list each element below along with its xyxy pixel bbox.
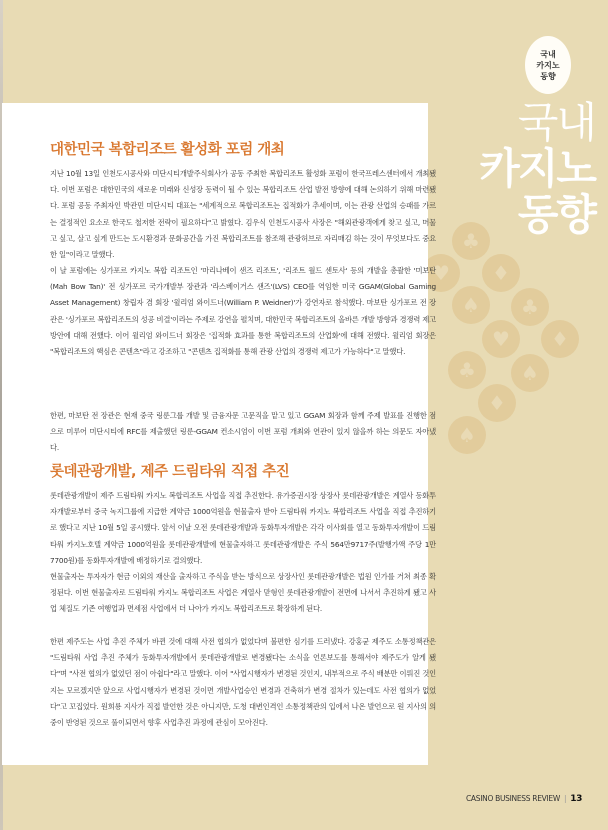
side-title-line3: 동향 <box>517 190 595 239</box>
side-title-line1: 국내 <box>517 98 595 147</box>
spade-chip-icon: ♠ <box>452 286 490 324</box>
diamond-chip-icon: ♦ <box>478 384 516 422</box>
diamond-chip-icon: ♦ <box>482 254 520 292</box>
badge-line: 국내 <box>540 49 556 59</box>
section-badge <box>525 36 571 94</box>
article-paragraph: 지난 10월 13일 인천도시공사와 미단시티개발주식회사가 공동 주최한 복합리조트 활성화 포럼이 한국프레스센터에서 개최됐다. 이번 포럼은 대한민국의 새로운 미래와 신성장 동력이 될 수 있는 복합리조트 산업 발전 방향에 대해 논의하기 위해 마련됐다. 포럼 공동 주최자인 박관민 미단시티 대표는 "세계적으로 복합리조트는 집적화가 추세이며, 이는 관광 산업의 승패를 가르는 결정적인 요소로 한국도 철저한 전략이 필요하다"고 밝혔다. 김우식 인천도시공사 사장은 "해외관광객에게 찾고 싶고, 머물고 싶고, 살고 싶게 만드는 도시환경과 문화공간을 가진 복합리조트를 참조해 관광허브로 자리매김 하는 것이 무엇보다도 중요한 일"이라고 말했다. <box>50 169 436 260</box>
footer-separator: | <box>563 794 567 803</box>
club-chip-icon: ♣ <box>511 288 549 326</box>
spade-chip-icon: ♠ <box>511 354 549 392</box>
spade-chip-icon: ♠ <box>448 416 486 454</box>
heart-chip-icon: ♥ <box>422 254 460 292</box>
club-chip-icon: ♣ <box>448 351 486 389</box>
article-paragraph: 이 날 포럼에는 싱가포르 카지노 복합 리조트인 '마리나베이 샌즈 리조트', '리조트 월드 센토사' 등의 개발을 총괄한 '미보탄(Mah Bow Tan)' 전 싱가포르 국가개발부 장관과 '라스베이거스 샌즈'(LVS) CEO를 역임한 미국 GGAM(Global Gaming Asset Management) 창립자 겸 회장 '윌리엄 와이드너(William P. Weidner)'가 강연자로 참석했다. 마보탄 싱가포르 전 장관은 '싱가포르 복합리조트의 성공 비결'이라는 주제로 강연을 펼치며, 대한민국 복합리조트의 올바른 개발 방향과 경쟁력 제고 방안에 대해 전했다. 이어 윌리엄 와이드너 회장은 '집적화 효과를 통한 복합리조트의 산업화'에 대해 전했다. 윌리엄 회장은 "복합리조트의 핵심은 콘텐츠"라고 강조하고 "콘텐츠 집적화를 통해 관광 산업의 경쟁력 제고가 가능하다"고 말했다. <box>50 266 436 357</box>
diamond-chip-icon: ♦ <box>541 320 579 358</box>
badge-line: 동향 <box>540 71 556 81</box>
article-title-forum: 대한민국 복합리조트 활성화 포럼 개최 <box>50 142 285 158</box>
article-paragraph: 현물출자는 투자자가 현금 이외의 재산을 출자하고 주식을 받는 방식으로 상장사인 롯데관광개발은 법원 인가를 거쳐 최종 확정된다. 이번 현물출자로 드림타워 카지노 복합리조트 사업은 계열사 맏형인 롯데관광개발이 전면에 나서서 추진하게 됐고 사업 체질도 기존 여행업과 면세점 사업에서 더 나아가 카지노 복합리조트로 확장하게 된다. <box>50 572 436 614</box>
article-title-dreamtower: 롯데관광개발, 제주 드림타워 직접 추진 <box>50 464 290 480</box>
article-paragraph: 롯데관광개발이 제주 드림타워 카지노 복합리조트 사업을 직접 추진한다. 유가증권시장 상장사 롯데관광개발은 계열사 동화투자개발로부터 중국 녹지그룹에 지급한 계약금 1000억원을 현물출자 받아 드림타워 카지노 복합리조트 사업을 직접 추진하기로 했다고 지난 10월 5일 공시했다. 앞서 이날 오전 롯데관광개발과 동화투자개발은 각각 이사회를 열고 동화투자개발이 드림타워 카지노호텔 계약금 1000억원을 롯데관광개발에 현물출자하고 롯데관광개발은 주식 564만9717주(발행가액 주당 1만7700원)를 동화투자개발에 배정하기로 결의했다. <box>50 491 436 565</box>
section-side-title <box>455 100 595 238</box>
article-paragraph: 한편 제주도는 사업 추진 주체가 바뀐 것에 대해 사전 협의가 없었다며 불편한 심기를 드러냈다. 강홍균 제주도 소통정책관은 "드림타워 사업 추진 주체가 동화투자개발에서 롯데관광개발로 변경됐다는 소식을 언론보도를 통해서야 제주도가 알게 됐다"며 "사전 협의가 없었던 점이 아쉽다"라고 말했다. 이어 "사업시행자가 변경된 것인지, 내부적으로 주식 배분만 이뤄진 것인지는 모르겠지만 앞으로 사업시행자가 변경된 것이면 개발사업승인 변경과 건축허가 변경 절차가 있는데도 사전 협의가 없었다"고 꼬집었다. 원희룡 지사가 직접 발언한 것은 아니지만, 도청 대변인격인 소통정책관의 입에서 나온 발언으로 원 지사의 의중이 반영된 것으로 풀이되면서 향후 사업추진 과정에 관심이 모아진다. <box>50 637 436 728</box>
page-footer <box>466 794 582 804</box>
publication-name: CASINO BUSINESS REVIEW <box>466 794 560 803</box>
article-paragraph: 한편, 마보탄 전 장관은 현재 중국 링룬그룹 개발 및 금융자문 고문직을 맡고 있고 GGAM 회장과 함께 주제 발표를 진행한 점으로 미루어 미단시티에 RFC를 제출했던 링룬-GGAM 컨소시엄이 이번 포럼 개최와 연관이 있지 않을까 하는 의문도 자아냈다. <box>50 411 436 453</box>
page-number: 13 <box>570 794 583 804</box>
heart-chip-icon: ♥ <box>482 320 520 358</box>
club-chip-icon: ♣ <box>452 222 490 260</box>
badge-line: 카지노 <box>536 60 560 70</box>
side-title-line2: 카지노 <box>479 144 595 193</box>
